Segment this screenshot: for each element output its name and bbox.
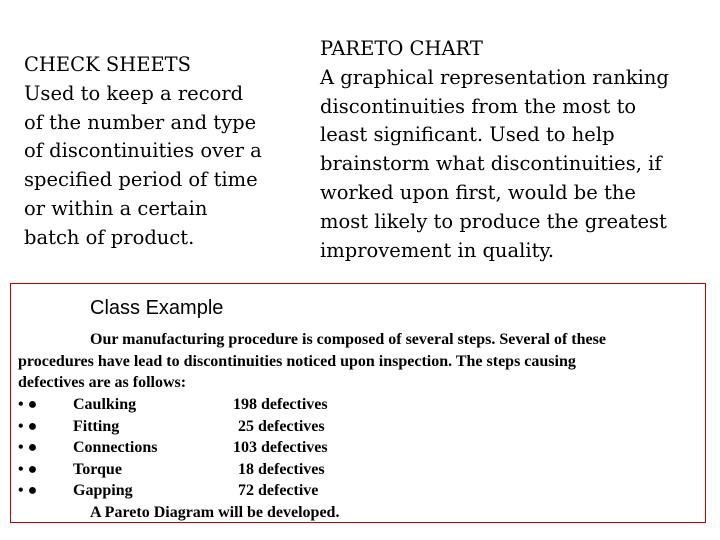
check-sheets-line: Used to keep a record [24,81,244,105]
step-name: Torque [73,460,122,478]
check-sheets-line: specified period of time [24,168,258,192]
pareto-chart-line: improvement in quality. [320,238,555,262]
list-item [18,437,418,459]
bullet-icon: • ● [18,482,38,500]
check-sheets-heading: CHECK SHEETS [24,53,192,76]
class-example-title: Class Example [90,297,224,319]
list-item [18,480,418,502]
paragraph-line: defectives are as follows: [18,374,187,392]
bullet-icon: • ● [18,439,38,457]
list-item [18,459,418,481]
check-sheets-line: or within a certain [24,196,208,220]
pareto-chart-line: brainstorm what discontinuities, if [320,152,662,176]
defect-count: 25 defectives [238,417,325,435]
closing-line: A Pareto Diagram will be developed. [90,504,340,521]
step-name: Caulking [73,396,137,413]
defect-count: 103 defectives [233,439,328,457]
list-item [18,416,418,438]
bullet-icon: • ● [18,460,38,478]
class-example-paragraph [18,329,708,394]
pareto-chart-heading: PARETO CHART [320,37,483,60]
paragraph-line: Our manufacturing procedure is composed of several steps. Several of these [90,331,606,348]
bullet-icon: • ● [18,417,38,435]
step-name: Connections [73,439,158,457]
step-name: Gapping [73,482,133,500]
paragraph-line: procedures have lead to discontinuities noticed upon inspection. The steps causing [18,352,576,370]
defect-list [18,394,418,502]
pareto-chart-line: A graphical representation ranking [320,65,669,89]
check-sheets-line: batch of product. [24,225,195,249]
defect-count: 18 defectives [238,460,325,478]
step-name: Fitting [73,417,120,435]
pareto-chart-block [320,35,715,265]
defect-count: 198 defectives [233,396,328,413]
check-sheets-block [24,51,274,253]
pareto-chart-line: least significant. Used to help [320,123,615,147]
pareto-chart-line: discontinuities from the most to [320,94,637,118]
check-sheets-line: of discontinuities over a [24,139,262,163]
check-sheets-line: of the number and type [24,110,257,134]
list-item [18,394,418,416]
pareto-chart-line: worked upon first, would be the [320,180,636,204]
pareto-chart-line: most likely to produce the greatest [320,209,667,233]
defect-count: 72 defective [238,482,319,500]
bullet-icon: • ● [18,396,38,413]
